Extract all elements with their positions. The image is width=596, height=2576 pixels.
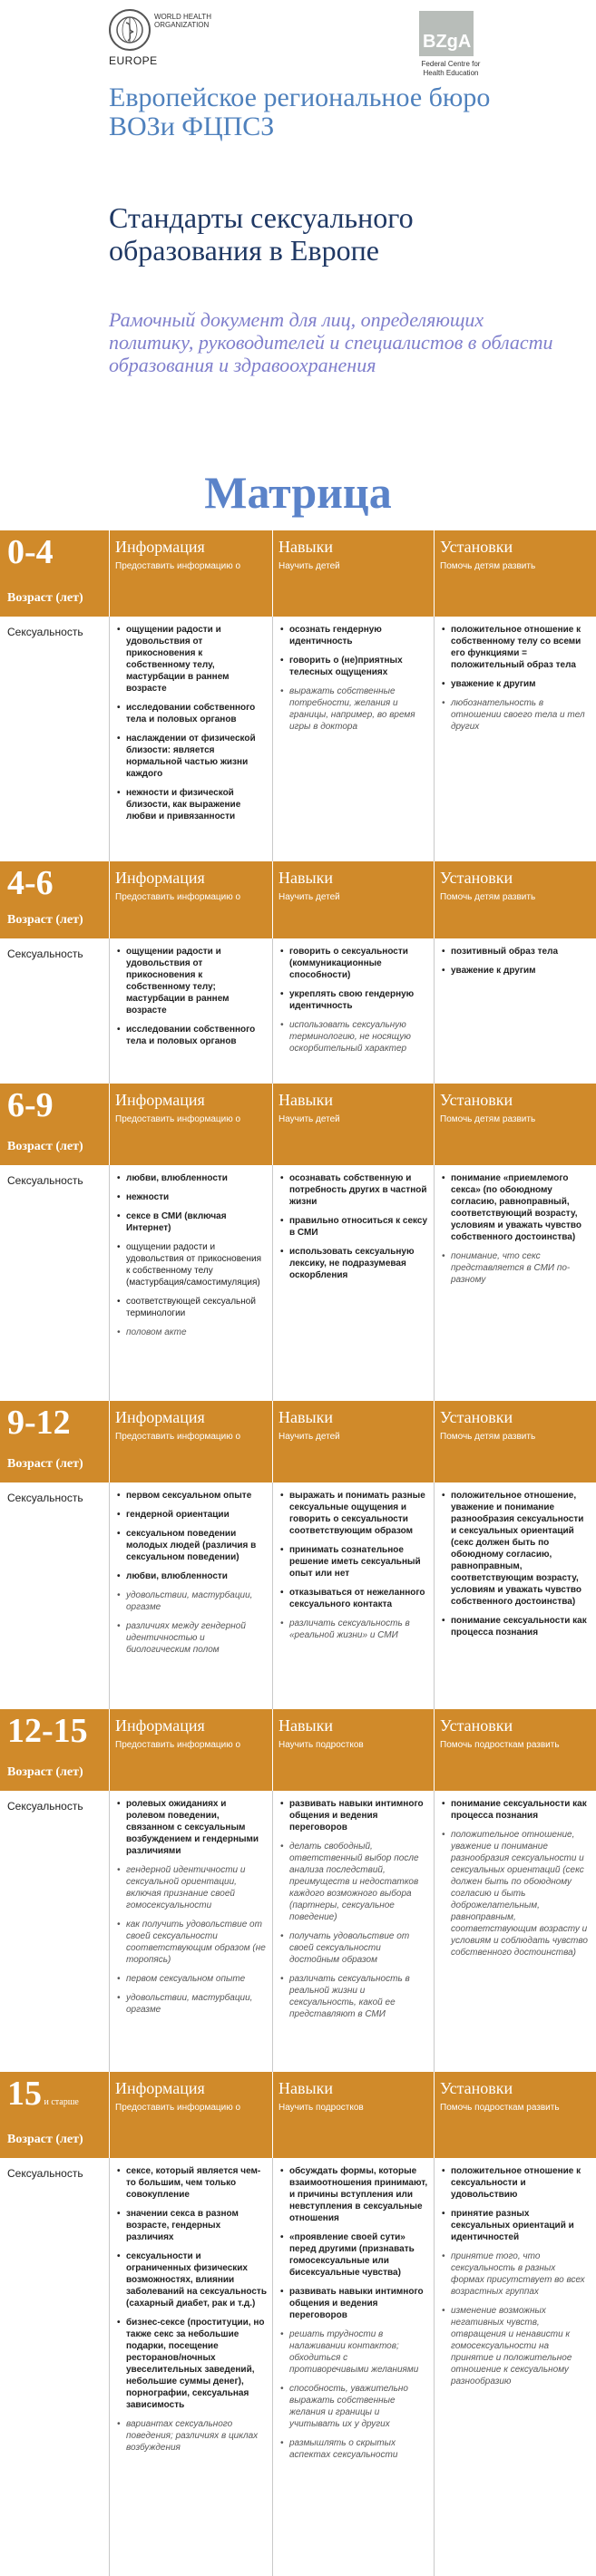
- column-subtitle: Предоставить информацию о: [115, 561, 241, 571]
- column-title: Установки: [440, 1408, 513, 1426]
- bullet-item: • положительное отношение к собственному телу со всеми его функциями = положительный образ тела: [442, 624, 591, 671]
- bullet-item: • первом сексуальном опыте: [117, 1490, 267, 1502]
- row-label: Сексуальность: [7, 626, 83, 638]
- bullet-list: [442, 1172, 591, 1286]
- who-name: WORLD HEALTH ORGANIZATION: [154, 13, 211, 29]
- bullet-item: • использовать сексуальную лексику, не подразумевая оскорбления: [280, 1246, 428, 1281]
- bullet-list: [280, 624, 428, 733]
- column-subtitle: Предоставить информацию о: [115, 892, 241, 902]
- age-band-header: [0, 1084, 596, 1165]
- bullet-item: • изменение возможных негативных чувств, отвращения и ненависти к гомосексуальности на принятие и положительное отношение к сексуальному разнообразию: [442, 2305, 591, 2387]
- matrix-cell: [109, 1791, 272, 2072]
- bullet-item: • ролевых ожиданиях и ролевом поведении, связанном с сексуальным возбуждением и гендерными различиями: [117, 1798, 267, 1857]
- bullet-list: [280, 2165, 428, 2461]
- bullet-list: [442, 946, 591, 977]
- matrix-cell: [434, 1791, 596, 2072]
- column-subtitle: Помочь детям развить: [440, 561, 536, 571]
- column-header: [272, 2072, 434, 2158]
- column-subtitle: Научить детей: [278, 892, 340, 902]
- column-title: Установки: [440, 869, 513, 887]
- bullet-item: • решать трудности в налаживании контактов; обходиться с противоречивыми желаниями: [280, 2328, 428, 2376]
- bullet-item: • сексе в СМИ (включая Интернет): [117, 1210, 267, 1234]
- column-title: Навыки: [278, 1091, 333, 1109]
- column-title: Навыки: [278, 538, 333, 556]
- bullet-item: • способность, уважительно выражать собственные желания и границы и учитывать их у других: [280, 2383, 428, 2430]
- column-header: [434, 1401, 596, 1482]
- bullet-item: • вариантах сексуального поведения; различиях в циклах возбуждения: [117, 2418, 267, 2454]
- column-title: Навыки: [278, 1716, 333, 1735]
- column-subtitle: Предоставить информацию о: [115, 2103, 241, 2113]
- column-title: Навыки: [278, 2079, 333, 2097]
- bullet-item: • удовольствии, мастурбации, оргазме: [117, 1992, 267, 2016]
- bzga-name: Federal Centre for Health Education: [421, 60, 481, 77]
- bullet-item: • выражать и понимать разные сексуальные ощущения и говорить о сексуальности соответствующим образом: [280, 1490, 428, 1537]
- bullet-list: [442, 2165, 591, 2387]
- age-range-value: 6-9: [7, 1086, 54, 1124]
- matrix-cell: [272, 2158, 434, 2576]
- column-header: [434, 861, 596, 938]
- column-title: Навыки: [278, 869, 333, 887]
- age-range: [7, 1087, 54, 1123]
- bullet-item: • положительное отношение к сексуальности и удовольствию: [442, 2165, 591, 2201]
- bullet-list: [117, 624, 267, 822]
- column-header: [109, 2072, 272, 2158]
- bullet-item: • делать свободный, ответственный выбор после анализа последствий, преимуществ и недостатков каждого возможного выбора (партнеры, сексуальное поведение): [280, 1841, 428, 1923]
- column-subtitle: Научить детей: [278, 561, 340, 571]
- bullet-item: • говорить о (не)приятных телесных ощущениях: [280, 655, 428, 678]
- document-header: [0, 0, 596, 518]
- bullet-item: • любознательность в отношении своего тела и тел других: [442, 697, 591, 733]
- column-subtitle: Научить подростков: [278, 2103, 364, 2113]
- bullet-item: • гендерной идентичности и сексуальной ориентации, включая признание своей гомосексуальности: [117, 1864, 267, 1911]
- age-label: Возраст (лет): [7, 913, 83, 927]
- column-title: Навыки: [278, 1408, 333, 1426]
- bullet-item: • понимание, что секс представляется в СМИ по-разному: [442, 1250, 591, 1286]
- column-subtitle: Помочь детям развить: [440, 1114, 536, 1124]
- matrix-cell: [434, 1165, 596, 1401]
- column-subtitle: Научить подростков: [278, 1740, 364, 1750]
- column-title: Установки: [440, 1716, 513, 1735]
- bullet-item: • любви, влюбленности: [117, 1172, 267, 1184]
- matrix-row: [0, 617, 596, 861]
- age-range: [7, 2075, 79, 2121]
- age-band-header: [0, 861, 596, 938]
- bullet-item: • принятие того, что сексуальность в разных формах присутствует во всех возрастных группах: [442, 2250, 591, 2298]
- column-subtitle: Научить детей: [278, 1114, 340, 1124]
- age-range-suffix: и старше: [42, 2097, 79, 2107]
- bullet-item: • сексе, который является чем-то большим, чем только совокупление: [117, 2165, 267, 2201]
- bullet-item: • принятие разных сексуальных ориентаций и идентичностей: [442, 2208, 591, 2243]
- matrix-heading: Матрица: [204, 467, 392, 518]
- column-header: [272, 1084, 434, 1165]
- bullet-list: [117, 2165, 267, 2454]
- age-band-header: [0, 1401, 596, 1482]
- bullet-item: • понимание сексуальности как процесса познания: [442, 1798, 591, 1822]
- matrix-cell: [272, 938, 434, 1084]
- age-range: [7, 534, 54, 570]
- age-label: Возраст (лет): [7, 1140, 83, 1153]
- bullet-item: • любви, влюбленности: [117, 1570, 267, 1582]
- bullet-item: • размышлять о скрытых аспектах сексуальности: [280, 2437, 428, 2461]
- column-header: [434, 1084, 596, 1165]
- age-label: Возраст (лет): [7, 2133, 83, 2146]
- bullet-list: [280, 1490, 428, 1641]
- row-label: Сексуальность: [7, 1174, 83, 1187]
- bullet-item: • принимать сознательное решение иметь сексуальный опыт или нет: [280, 1544, 428, 1580]
- age-label: Возраст (лет): [7, 1765, 83, 1779]
- column-header: [434, 530, 596, 617]
- column-subtitle: Помочь детям развить: [440, 1432, 536, 1442]
- matrix-cell: [434, 617, 596, 861]
- bullet-item: • соответствующей сексуальной терминологии: [117, 1296, 267, 1319]
- row-label: Сексуальность: [7, 1800, 83, 1813]
- column-header: [272, 530, 434, 617]
- matrix-cell: [272, 1165, 434, 1401]
- age-range-value: 4-6: [7, 864, 54, 902]
- column-subtitle: Предоставить информацию о: [115, 1432, 241, 1442]
- matrix-cell: [109, 617, 272, 861]
- column-header: [109, 861, 272, 938]
- bullet-item: • получать удовольствие от своей сексуальности достойным образом: [280, 1930, 428, 1966]
- matrix-cell: [272, 1791, 434, 2072]
- bullet-item: • нежности: [117, 1191, 267, 1203]
- bzga-logo: [419, 11, 528, 78]
- column-title: Установки: [440, 2079, 513, 2097]
- bullet-item: • различать сексуальность в реальной жизни и сексуальность, какой ее представляют в СМИ: [280, 1973, 428, 2020]
- bullet-item: • гендерной ориентации: [117, 1509, 267, 1521]
- row-label: Сексуальность: [7, 2167, 83, 2180]
- matrix-row: [0, 1791, 596, 2072]
- column-header: [272, 861, 434, 938]
- bullet-item: • положительное отношение, уважение и понимание разнообразия сексуальности и сексуальных ориентаций (секс должен быть по обоюдному согласию, равноправным, соответствующим возрасту, условиям и уважать чувство собственного достоинства): [442, 1490, 591, 1608]
- column-header: [272, 1709, 434, 1791]
- column-subtitle: Помочь подросткам развить: [440, 2103, 560, 2113]
- column-title: Установки: [440, 538, 513, 556]
- matrix-cell: [109, 2158, 272, 2576]
- document-subtitle: Рамочный документ для лиц, определяющих политику, руководителей и специалистов в области образования и здравоохранения: [109, 308, 553, 376]
- column-subtitle: Научить детей: [278, 1432, 340, 1442]
- bullet-item: • различать сексуальность в «реальной жизни» и СМИ: [280, 1618, 428, 1641]
- who-emblem-icon: [109, 9, 151, 51]
- age-range: [7, 1405, 71, 1441]
- column-header: [109, 1401, 272, 1482]
- bullet-list: [117, 1490, 267, 1656]
- matrix-cell: [272, 1482, 434, 1709]
- bullet-list: [442, 624, 591, 733]
- age-band-header: [0, 2072, 596, 2158]
- bullet-item: • уважение к другим: [442, 678, 591, 690]
- age-range: [7, 1713, 88, 1749]
- column-title: Информация: [115, 1091, 205, 1109]
- matrix-row: [0, 938, 596, 1084]
- column-header: [109, 1084, 272, 1165]
- column-title: Информация: [115, 1408, 205, 1426]
- bullet-list: [280, 1172, 428, 1281]
- bullet-item: • ощущении радости и удовольствия от прикосновения к собственному телу, мастурбации в раннем возрасте: [117, 624, 267, 695]
- column-subtitle: Помочь детям развить: [440, 892, 536, 902]
- matrix-cell: [109, 1482, 272, 1709]
- bullet-item: • исследовании собственного тела и половых органов: [117, 702, 267, 725]
- column-header: [109, 530, 272, 617]
- bullet-item: • говорить о сексуальности (коммуникационные способности): [280, 946, 428, 981]
- age-band-header: [0, 1709, 596, 1791]
- bullet-item: • положительное отношение, уважение и понимание разнообразия сексуальности и сексуальных ориентаций (секс должен быть по обоюдному согласию и быть доброжелательным, равноправным, соответствующим возрасту и условиям и соблюдать чувство собственного достоинства): [442, 1829, 591, 1959]
- matrix-cell: [109, 1165, 272, 1401]
- bullet-item: • позитивный образ тела: [442, 946, 591, 957]
- column-title: Информация: [115, 1716, 205, 1735]
- who-europe: EUROPE: [109, 54, 158, 67]
- document-title: Стандарты сексуального образования в Европе: [109, 201, 414, 267]
- matrix-cell: [109, 938, 272, 1084]
- bullet-item: • нежности и физической близости, как выражение любви и привязанности: [117, 787, 267, 822]
- bullet-item: • укреплять свою гендерную идентичность: [280, 988, 428, 1012]
- bullet-item: • ощущении радости и удовольствия от прикосновения к собственному телу (мастурбация/самостимуляция): [117, 1241, 267, 1288]
- bullet-list: [280, 1798, 428, 2020]
- bullet-item: • понимание «приемлемого секса» (по обоюдному согласию, равноправный, соответствующий возрасту, условиям и уважать чувство собственного достоинства): [442, 1172, 591, 1243]
- age-range-value: 9-12: [7, 1404, 71, 1442]
- bullet-list: [117, 1798, 267, 2016]
- bullet-item: • как получить удовольствие от своей сексуальности соответствующим образом (не торопясь): [117, 1919, 267, 1966]
- row-label: Сексуальность: [7, 948, 83, 960]
- age-range: [7, 865, 54, 901]
- row-label: Сексуальность: [7, 1492, 83, 1504]
- bullet-item: • отказываться от нежеланного сексуального контакта: [280, 1587, 428, 1610]
- age-range-value: 12-15: [7, 1712, 88, 1750]
- bullet-item: • развивать навыки интимного общения и ведения переговоров: [280, 2286, 428, 2321]
- column-header: [272, 1401, 434, 1482]
- bullet-item: • ощущении радости и удовольствия от прикосновения к собственному телу; мастурбации в раннем возрасте: [117, 946, 267, 1016]
- bullet-item: • понимание сексуальности как процесса познания: [442, 1615, 591, 1638]
- bullet-item: • удовольствии, мастурбации, оргазме: [117, 1589, 267, 1613]
- age-label: Возраст (лет): [7, 1457, 83, 1471]
- bullet-item: • половом акте: [117, 1327, 267, 1338]
- bullet-item: • значении секса в разном возрасте, гендерных различиях: [117, 2208, 267, 2243]
- bullet-item: • первом сексуальном опыте: [117, 1973, 267, 1985]
- age-band-header: [0, 530, 596, 617]
- column-title: Установки: [440, 1091, 513, 1109]
- matrix-row: [0, 1482, 596, 1709]
- who-logo: [109, 9, 211, 67]
- column-header: [434, 2072, 596, 2158]
- bullet-item: • наслаждении от физической близости: является нормальной частью жизни каждого: [117, 733, 267, 780]
- matrix-row: [0, 2158, 596, 2576]
- bullet-list: [442, 1490, 591, 1638]
- bullet-item: • использовать сексуальную терминологию, не носящую оскорбительный характер: [280, 1019, 428, 1055]
- matrix-cell: [434, 2158, 596, 2576]
- matrix-cell: [272, 617, 434, 861]
- bullet-item: • «проявление своей сути» перед другими (признавать гомосексуальные или бисексуальные чувства): [280, 2231, 428, 2279]
- age-label: Возраст (лет): [7, 591, 83, 605]
- org-name: Европейское региональное бюро ВОЗи ФЦПСЗ: [109, 83, 491, 141]
- matrix-row: [0, 1165, 596, 1401]
- column-subtitle: Предоставить информацию о: [115, 1114, 241, 1124]
- column-subtitle: Предоставить информацию о: [115, 1740, 241, 1750]
- column-header: [434, 1709, 596, 1791]
- bullet-item: • осознавать собственную и потребность других в частной жизни: [280, 1172, 428, 1208]
- matrix-cell: [434, 938, 596, 1084]
- age-range-value: 0-4: [7, 533, 54, 571]
- bullet-item: • осознать гендерную идентичность: [280, 624, 428, 647]
- bullet-item: • выражать собственные потребности, желания и границы, например, во время игры в доктора: [280, 685, 428, 733]
- bullet-item: • обсуждать формы, которые взаимоотношения принимают, и причины вступления или невступления в сексуальные отношения: [280, 2165, 428, 2224]
- column-title: Информация: [115, 538, 205, 556]
- age-range-value: 15: [7, 2075, 42, 2113]
- bullet-item: • бизнес-сексе (проституции, но также секс за небольшие подарки, посещение ресторанов/ночных увеселительных заведений, небольшие суммы денег), порнографии, сексуальная зависимость: [117, 2317, 267, 2411]
- bzga-logo-icon: BZgA: [419, 11, 474, 56]
- bullet-item: • сексуальном поведении молодых людей (различия в сексуальном поведении): [117, 1528, 267, 1563]
- bullet-list: [442, 1798, 591, 1959]
- column-title: Информация: [115, 2079, 205, 2097]
- bullet-item: • развивать навыки интимного общения и ведения переговоров: [280, 1798, 428, 1833]
- column-subtitle: Помочь подросткам развить: [440, 1740, 560, 1750]
- bullet-item: • сексуальности и ограниченных физических возможностях, влиянии заболеваний на сексуальность (сахарный диабет, рак и т.д.): [117, 2250, 267, 2309]
- column-header: [109, 1709, 272, 1791]
- bullet-list: [117, 1172, 267, 1338]
- bullet-list: [117, 946, 267, 1047]
- column-title: Информация: [115, 869, 205, 887]
- bullet-item: • исследовании собственного тела и половых органов: [117, 1024, 267, 1047]
- matrix-cell: [434, 1482, 596, 1709]
- bullet-list: [280, 946, 428, 1055]
- bullet-item: • правильно относиться к сексу в СМИ: [280, 1215, 428, 1239]
- bullet-item: • различиях между гендерной идентичностью и биологическим полом: [117, 1620, 267, 1656]
- bullet-item: • уважение к другим: [442, 965, 591, 977]
